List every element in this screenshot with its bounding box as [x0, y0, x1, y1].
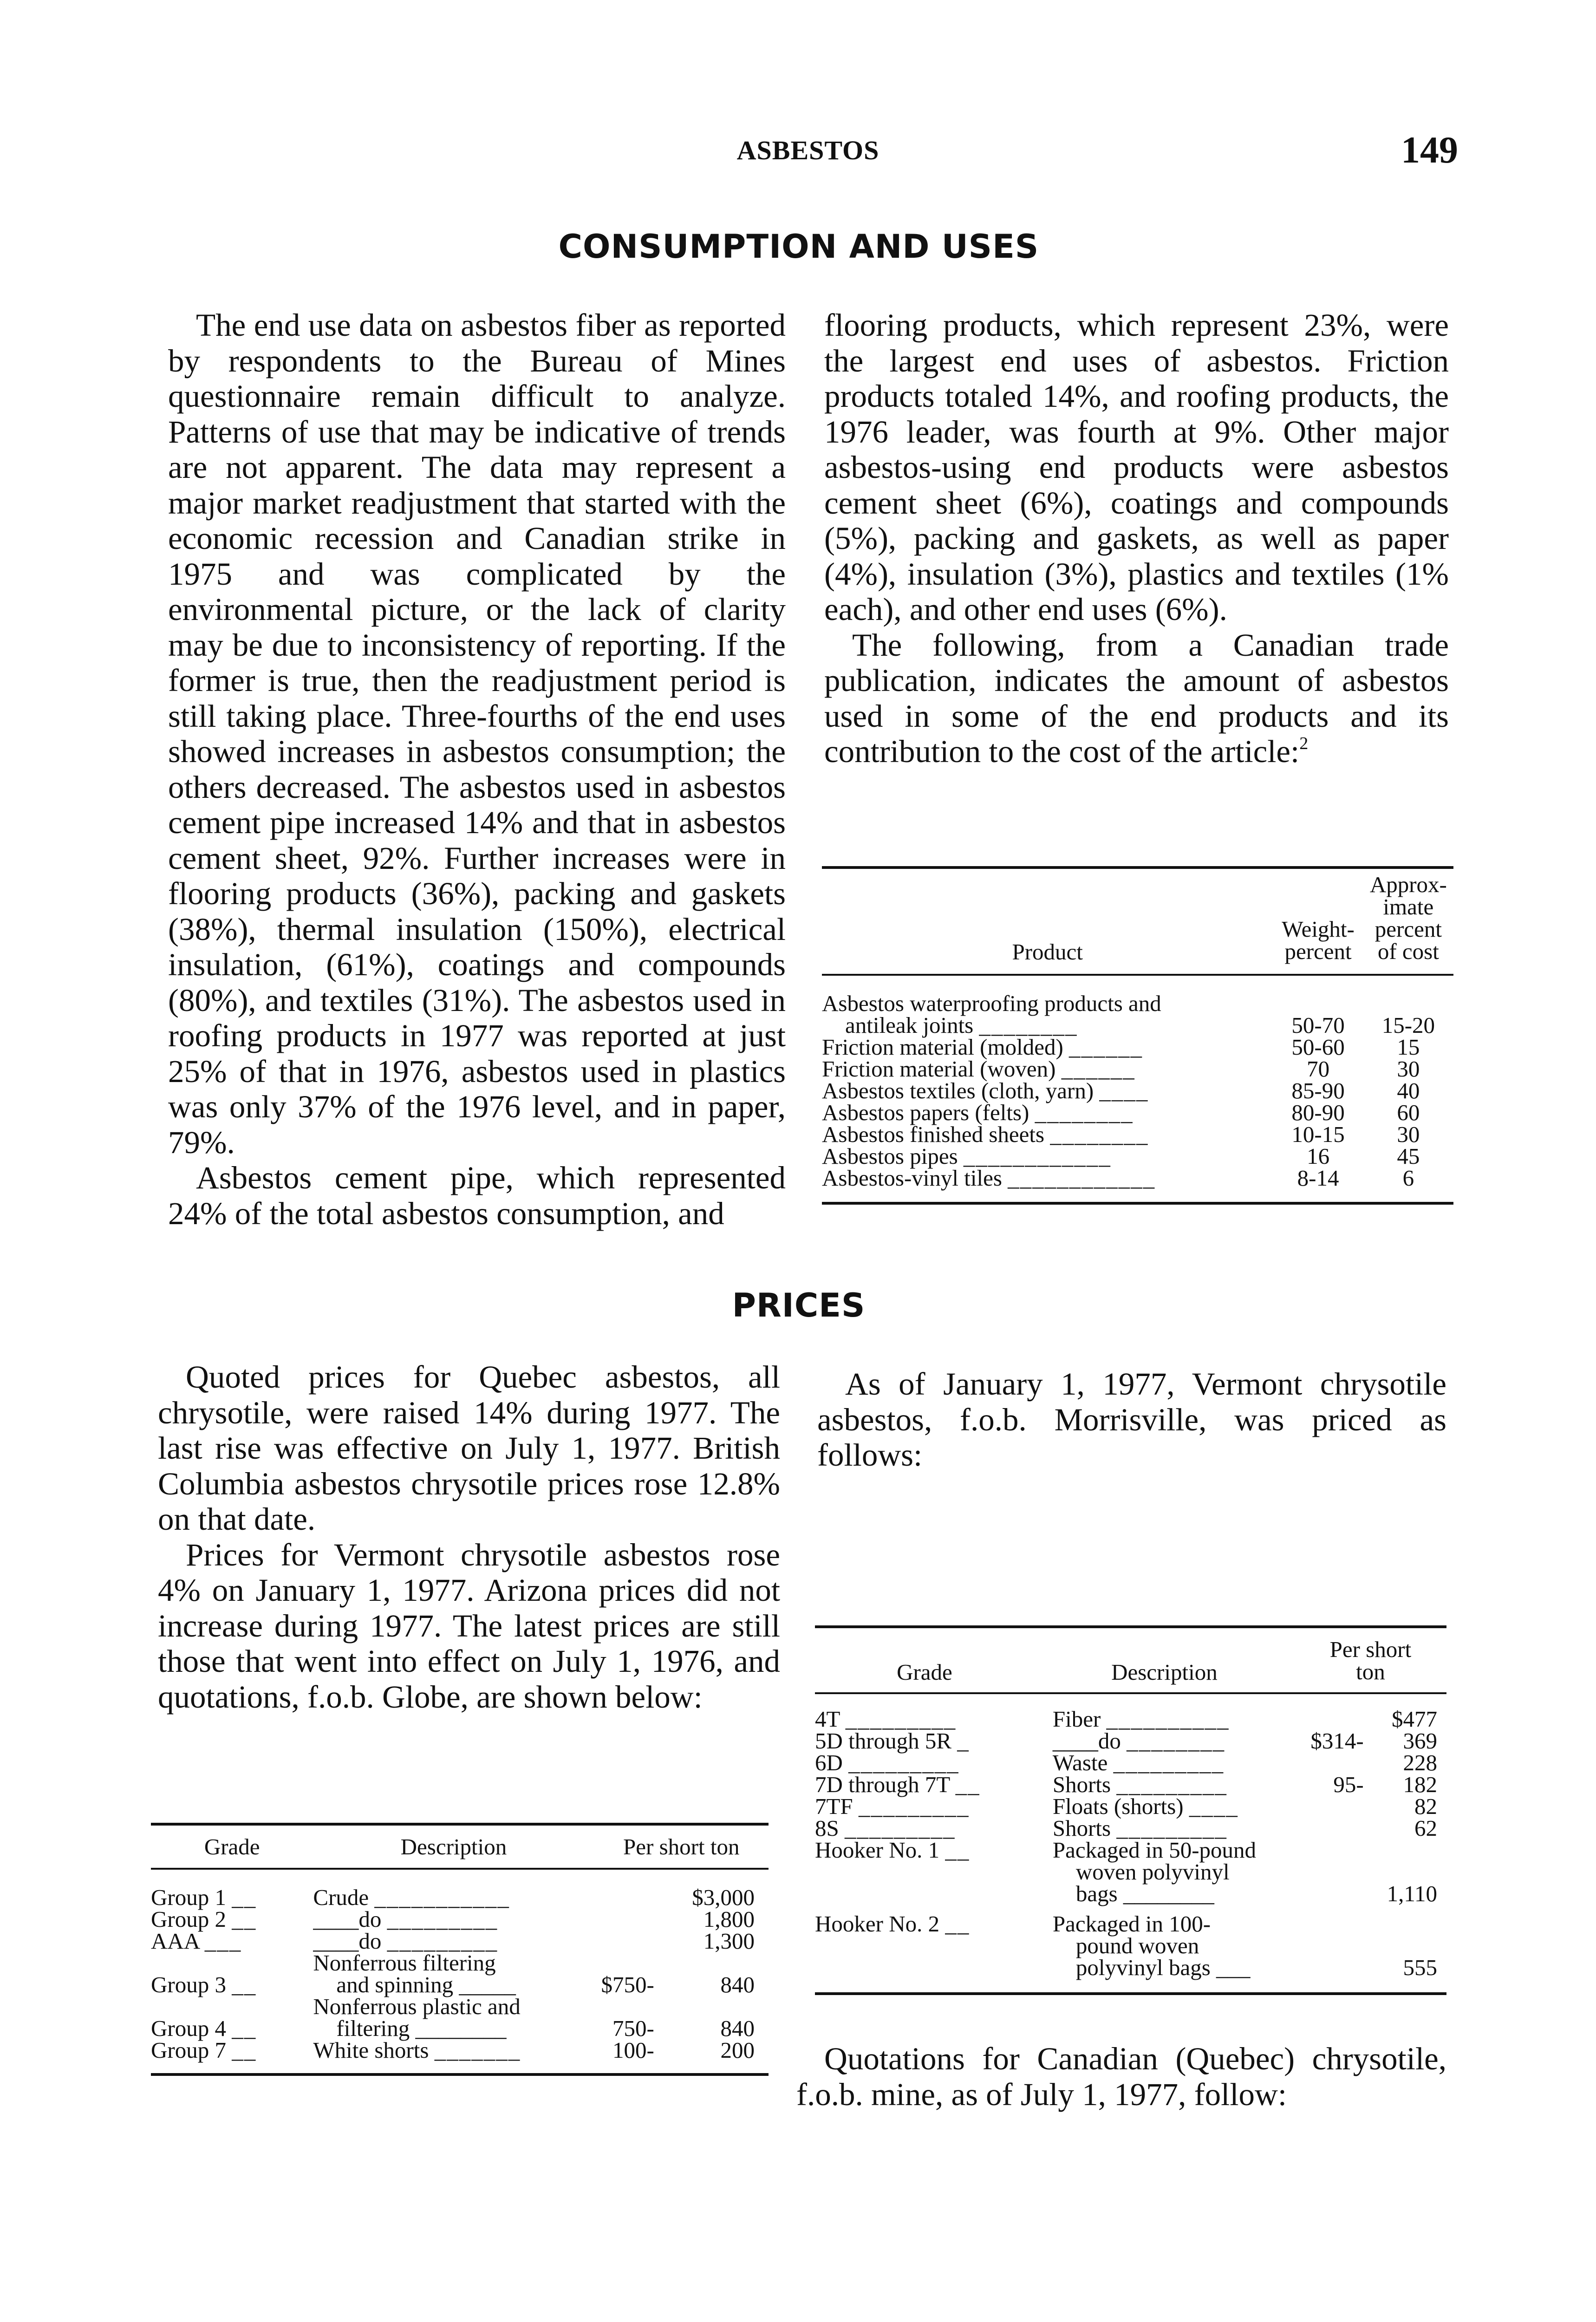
weight-percent: 85-90 [1291, 1078, 1345, 1103]
grade-name: 5D through 5R [815, 1728, 951, 1754]
price-low: 750- [612, 2015, 654, 2041]
leader-dots: ________ [1035, 1100, 1133, 1125]
column-header-weight-percent: Weight- percent [1282, 916, 1355, 964]
table-row [151, 1869, 769, 1908]
product-name: Asbestos finished sheets [822, 1122, 1045, 1147]
leader-dots: ________ [1127, 1728, 1225, 1754]
consumption-section-title: CONSUMPTION AND USES [558, 228, 1039, 266]
grade-name: Group 3 [151, 1972, 226, 1997]
running-title: ASBESTOS [736, 135, 879, 165]
leader-dots: ________ [979, 1012, 1078, 1038]
weight-percent: 10-15 [1291, 1122, 1345, 1147]
table-row [822, 1102, 1453, 1123]
description: Shorts [1052, 1772, 1111, 1797]
vermont-price-table [815, 1625, 1446, 1995]
leader-dots: ___ [204, 1928, 242, 1954]
product-name: antileak joints [845, 1012, 974, 1038]
price-high: 228 [1403, 1750, 1437, 1775]
price-high: 840 [720, 2015, 755, 2041]
weight-percent: 80-90 [1291, 1100, 1345, 1125]
consumption-left-column [168, 307, 786, 1231]
paragraph: Quoted prices for Quebec asbestos, all chrysotile, were raised 14% during 1977. The last rise was effective on July 1, 1977. British Columbia asbestos chrysotile prices rose 12.8% on that date. [158, 1359, 780, 1537]
price-low [594, 1908, 654, 1930]
product-name: Asbestos pipes [822, 1143, 958, 1169]
description: Packaged in 50-pound [1052, 1837, 1257, 1863]
leader-dots: __ [232, 1885, 257, 1910]
cost-percent: 60 [1397, 1100, 1420, 1125]
cost-percent: 40 [1397, 1078, 1420, 1103]
table-row [815, 1774, 1446, 1795]
cost-percent: 30 [1397, 1056, 1420, 1082]
description: Fiber [1052, 1706, 1101, 1732]
description-continued: woven polyvinyl [1075, 1859, 1230, 1885]
price-high: $477 [1392, 1706, 1437, 1732]
column-header-grade: Grade [897, 1659, 952, 1685]
description: White shorts [313, 2037, 429, 2063]
price-low [594, 1930, 654, 1952]
weight-percent: 70 [1307, 1056, 1330, 1082]
description-continued: and spinning _____ [336, 1972, 516, 1997]
table-row [822, 1167, 1453, 1203]
paragraph: The end use data on asbestos fiber as reported by respondents to the Bureau of Mines questionnaire remain difficult to analyze. Patterns of use that may be indicative of trends are not apparent. The data may represent a major market readjustment that started with the economic recession and Canadian strike in 1975 and was complicated by the environmental picture, or the lack of clarity may be due to inconsistency of reporting. If the former is true, then the readjustment period is still taking place. Three-fourths of the end uses showed increases in asbestos consumption; the others decreased. The asbestos used in asbestos cement pipe increased 14% and that in asbestos cement sheet, 92%. Further increases were in flooring products (36%), packing and gaskets (38%), thermal insulation (150%), electrical insulation, (61%), coatings and compounds (80%), and textiles (31%). The asbestos used in roofing products in 1977 was reported at just 25% of that in 1976, asbestos used in plastics was only 37% of the 1976 level, and in paper, 79%. [168, 307, 786, 1160]
leader-dots: ______ [1069, 1034, 1143, 1060]
column-header-cost-percent: Approx- imate percent of cost [1369, 872, 1447, 964]
price-low [594, 1869, 654, 1908]
arizona-price-table-wrapper [151, 1823, 769, 2076]
grade-name: 7D through 7T [815, 1772, 950, 1797]
weight-percent: 50-70 [1291, 1012, 1345, 1038]
price-high: 1,110 [1387, 1881, 1437, 1906]
leader-dots: __ [945, 1911, 970, 1937]
grade-name: Group 4 [151, 2015, 226, 2041]
arizona-price-table [151, 1823, 769, 2076]
product-name: Friction material (molded) [822, 1034, 1063, 1060]
leader-dots: __________ [1106, 1706, 1230, 1732]
table-row [822, 1036, 1453, 1058]
column-header-description: Description [400, 1834, 507, 1859]
grade-name: Group 1 [151, 1885, 226, 1910]
description: Crude [313, 1885, 369, 1910]
description-continued: filtering ________ [336, 2015, 507, 2041]
price-low: $750- [601, 1972, 654, 1997]
table-row [822, 1123, 1453, 1145]
paragraph: Asbestos cement pipe, which represented 24% of the total asbestos consumption, and [168, 1160, 786, 1231]
price-low [1295, 1795, 1364, 1817]
leader-dots: ___________ [374, 1885, 510, 1910]
leader-dots: __ [232, 2015, 257, 2041]
leader-dots: _________ [848, 1750, 959, 1775]
cost-percent: 6 [1402, 1165, 1414, 1191]
price-high: 182 [1403, 1772, 1437, 1797]
grade-name: Group 2 [151, 1906, 226, 1932]
product-name: Friction material (woven) [822, 1056, 1056, 1082]
consumption-right-column [824, 307, 1449, 770]
description-continued: polyvinyl bags ___ [1075, 1955, 1251, 1980]
prices-closing-column [796, 2041, 1446, 2112]
paragraph: flooring products, which represent 23%, were the largest end uses of asbestos. Friction products totaled 14%, and roofing products, the 1976 leader, was fourth at 9%. Other major asbestos-using end products were asbestos cement sheet (6%), coatings and compounds (5%), packing and gaskets, as well as paper (4%), insulation (3%), plastics and textiles (1% each), and other end uses (6%). [824, 307, 1449, 627]
leader-dots: ____________ [963, 1143, 1111, 1169]
price-high: 1,800 [703, 1906, 755, 1932]
grade-name: 8S [815, 1815, 839, 1841]
weight-percent: 8-14 [1297, 1165, 1339, 1191]
price-high: 840 [720, 1972, 755, 1997]
table-row [822, 1080, 1453, 1102]
end-product-table [822, 866, 1453, 1205]
footnote-marker: 2 [1299, 734, 1309, 753]
price-low: $314- [1310, 1728, 1364, 1754]
price-high: 555 [1403, 1955, 1437, 1980]
table-row [151, 1930, 769, 1952]
paragraph: As of January 1, 1977, Vermont chrysotile asbestos, f.o.b. Morrisville, was priced as follows: [817, 1366, 1446, 1473]
vermont-price-table-wrapper [815, 1625, 1446, 1995]
end-product-table-body [822, 975, 1453, 1203]
leader-dots: ______ [1061, 1056, 1135, 1082]
price-high: 200 [720, 2037, 755, 2063]
description: Waste [1052, 1750, 1108, 1775]
cost-percent: 45 [1397, 1143, 1420, 1169]
leader-dots: __ [955, 1772, 980, 1797]
product-name: Asbestos papers (felts) [822, 1100, 1029, 1125]
leader-dots: _________ [387, 1928, 498, 1954]
table-row [815, 1693, 1446, 1730]
end-product-table-wrapper [822, 866, 1453, 1205]
leader-dots: _________ [845, 1706, 957, 1732]
leader-dots: _________ [845, 1815, 956, 1841]
leader-dots: ____________ [1008, 1165, 1156, 1191]
paragraph-text: The following, from a Canadian trade publication, indicates the amount of asbestos used in some of the end products and its contribution to the cost of the article: [824, 627, 1449, 769]
product-name: Asbestos-vinyl tiles [822, 1165, 1002, 1191]
price-high: 62 [1414, 1815, 1437, 1841]
paragraph [824, 627, 1449, 770]
leader-dots: _________ [858, 1794, 970, 1819]
price-high: $3,000 [692, 1885, 755, 1910]
cost-percent: 15 [1397, 1034, 1420, 1060]
cost-percent: 15-20 [1381, 1012, 1435, 1038]
leader-dots: ____ [1099, 1078, 1149, 1103]
description: Nonferrous filtering [313, 1950, 496, 1976]
prices-left-column [158, 1359, 780, 1715]
leader-dots: ________ [1050, 1122, 1149, 1147]
leader-dots: __ [232, 2037, 257, 2063]
description: ____do [313, 1928, 382, 1954]
table-row [815, 1730, 1446, 1752]
grade-name: 7TF [815, 1794, 853, 1819]
grade-name: Group 7 [151, 2037, 226, 2063]
prices-right-column [817, 1366, 1446, 1473]
price-high: 369 [1403, 1728, 1437, 1754]
description: Shorts [1052, 1815, 1111, 1841]
table-row [822, 1058, 1453, 1080]
description: Floats (shorts) [1052, 1794, 1184, 1819]
leader-dots: _________ [1113, 1750, 1225, 1775]
price-low: 95- [1333, 1772, 1364, 1797]
table-row [822, 1145, 1453, 1167]
table-row [151, 1908, 769, 1930]
table-row [815, 1795, 1446, 1817]
price-low [1295, 1752, 1364, 1774]
price-low [1295, 1905, 1364, 1994]
description: ____do [1052, 1728, 1121, 1754]
leader-dots: __ [232, 1906, 257, 1932]
prices-section-title: PRICES [732, 1286, 866, 1324]
leader-dots: _________ [387, 1906, 498, 1932]
paragraph: Quotations for Canadian (Quebec) chrysotile, f.o.b. mine, as of July 1, 1977, follow: [796, 2041, 1446, 2112]
table-row [151, 1996, 769, 2039]
grade-name: 6D [815, 1750, 843, 1775]
description-continued: bags ________ [1075, 1881, 1214, 1906]
cost-percent: 30 [1397, 1122, 1420, 1147]
table-row [815, 1905, 1446, 1994]
column-header-grade: Grade [204, 1834, 260, 1859]
column-header-product: Product [1012, 939, 1083, 965]
table-row [822, 1014, 1453, 1036]
grade-name: Hooker No. 2 [815, 1911, 940, 1937]
page-number: 149 [1401, 129, 1458, 171]
price-high: 1,300 [703, 1928, 755, 1954]
table-row-label: Asbestos waterproofing products and [822, 991, 1161, 1016]
description: Nonferrous plastic and [313, 1994, 521, 2019]
leader-dots: ____ [1189, 1794, 1238, 1819]
description: Packaged in 100- [1052, 1911, 1211, 1937]
price-low: 100- [612, 2037, 654, 2063]
product-name: Asbestos textiles (cloth, yarn) [822, 1078, 1094, 1103]
table-row [151, 1952, 769, 1996]
description-continued: pound woven [1075, 1933, 1199, 1958]
table-row [151, 2039, 769, 2074]
price-low [1295, 1817, 1364, 1839]
leader-dots: _________ [1116, 1772, 1227, 1797]
table-row [815, 1752, 1446, 1774]
leader-dots: __ [232, 1972, 257, 1997]
column-header-description: Description [1111, 1659, 1218, 1685]
grade-name: AAA [151, 1928, 199, 1954]
price-low [1295, 1839, 1364, 1905]
leader-dots: _________ [1116, 1815, 1227, 1841]
weight-percent: 16 [1307, 1143, 1330, 1169]
grade-name: 4T [815, 1706, 840, 1732]
grade-name: Hooker No. 1 [815, 1837, 940, 1863]
leader-dots: _______ [434, 2037, 521, 2063]
leader-dots: __ [945, 1837, 970, 1863]
arizona-price-table-body [151, 1869, 769, 2074]
weight-percent: 50-60 [1291, 1034, 1345, 1060]
table-row [815, 1839, 1446, 1905]
table-row [815, 1817, 1446, 1839]
description: ____do [313, 1906, 382, 1932]
paragraph: Prices for Vermont chrysotile asbestos rose 4% on January 1, 1977. Arizona prices did not increase during 1977. The latest prices are still those that went into effect on July 1, 1976, and quotations, f.o.b. Globe, are shown below: [158, 1537, 780, 1715]
column-header-price: Per short ton [1329, 1637, 1412, 1684]
leader-dots: _ [957, 1728, 970, 1754]
vermont-price-table-body [815, 1693, 1446, 1994]
price-high: 82 [1414, 1794, 1437, 1819]
column-header-price: Per short ton [623, 1834, 740, 1859]
price-low [1295, 1693, 1364, 1730]
